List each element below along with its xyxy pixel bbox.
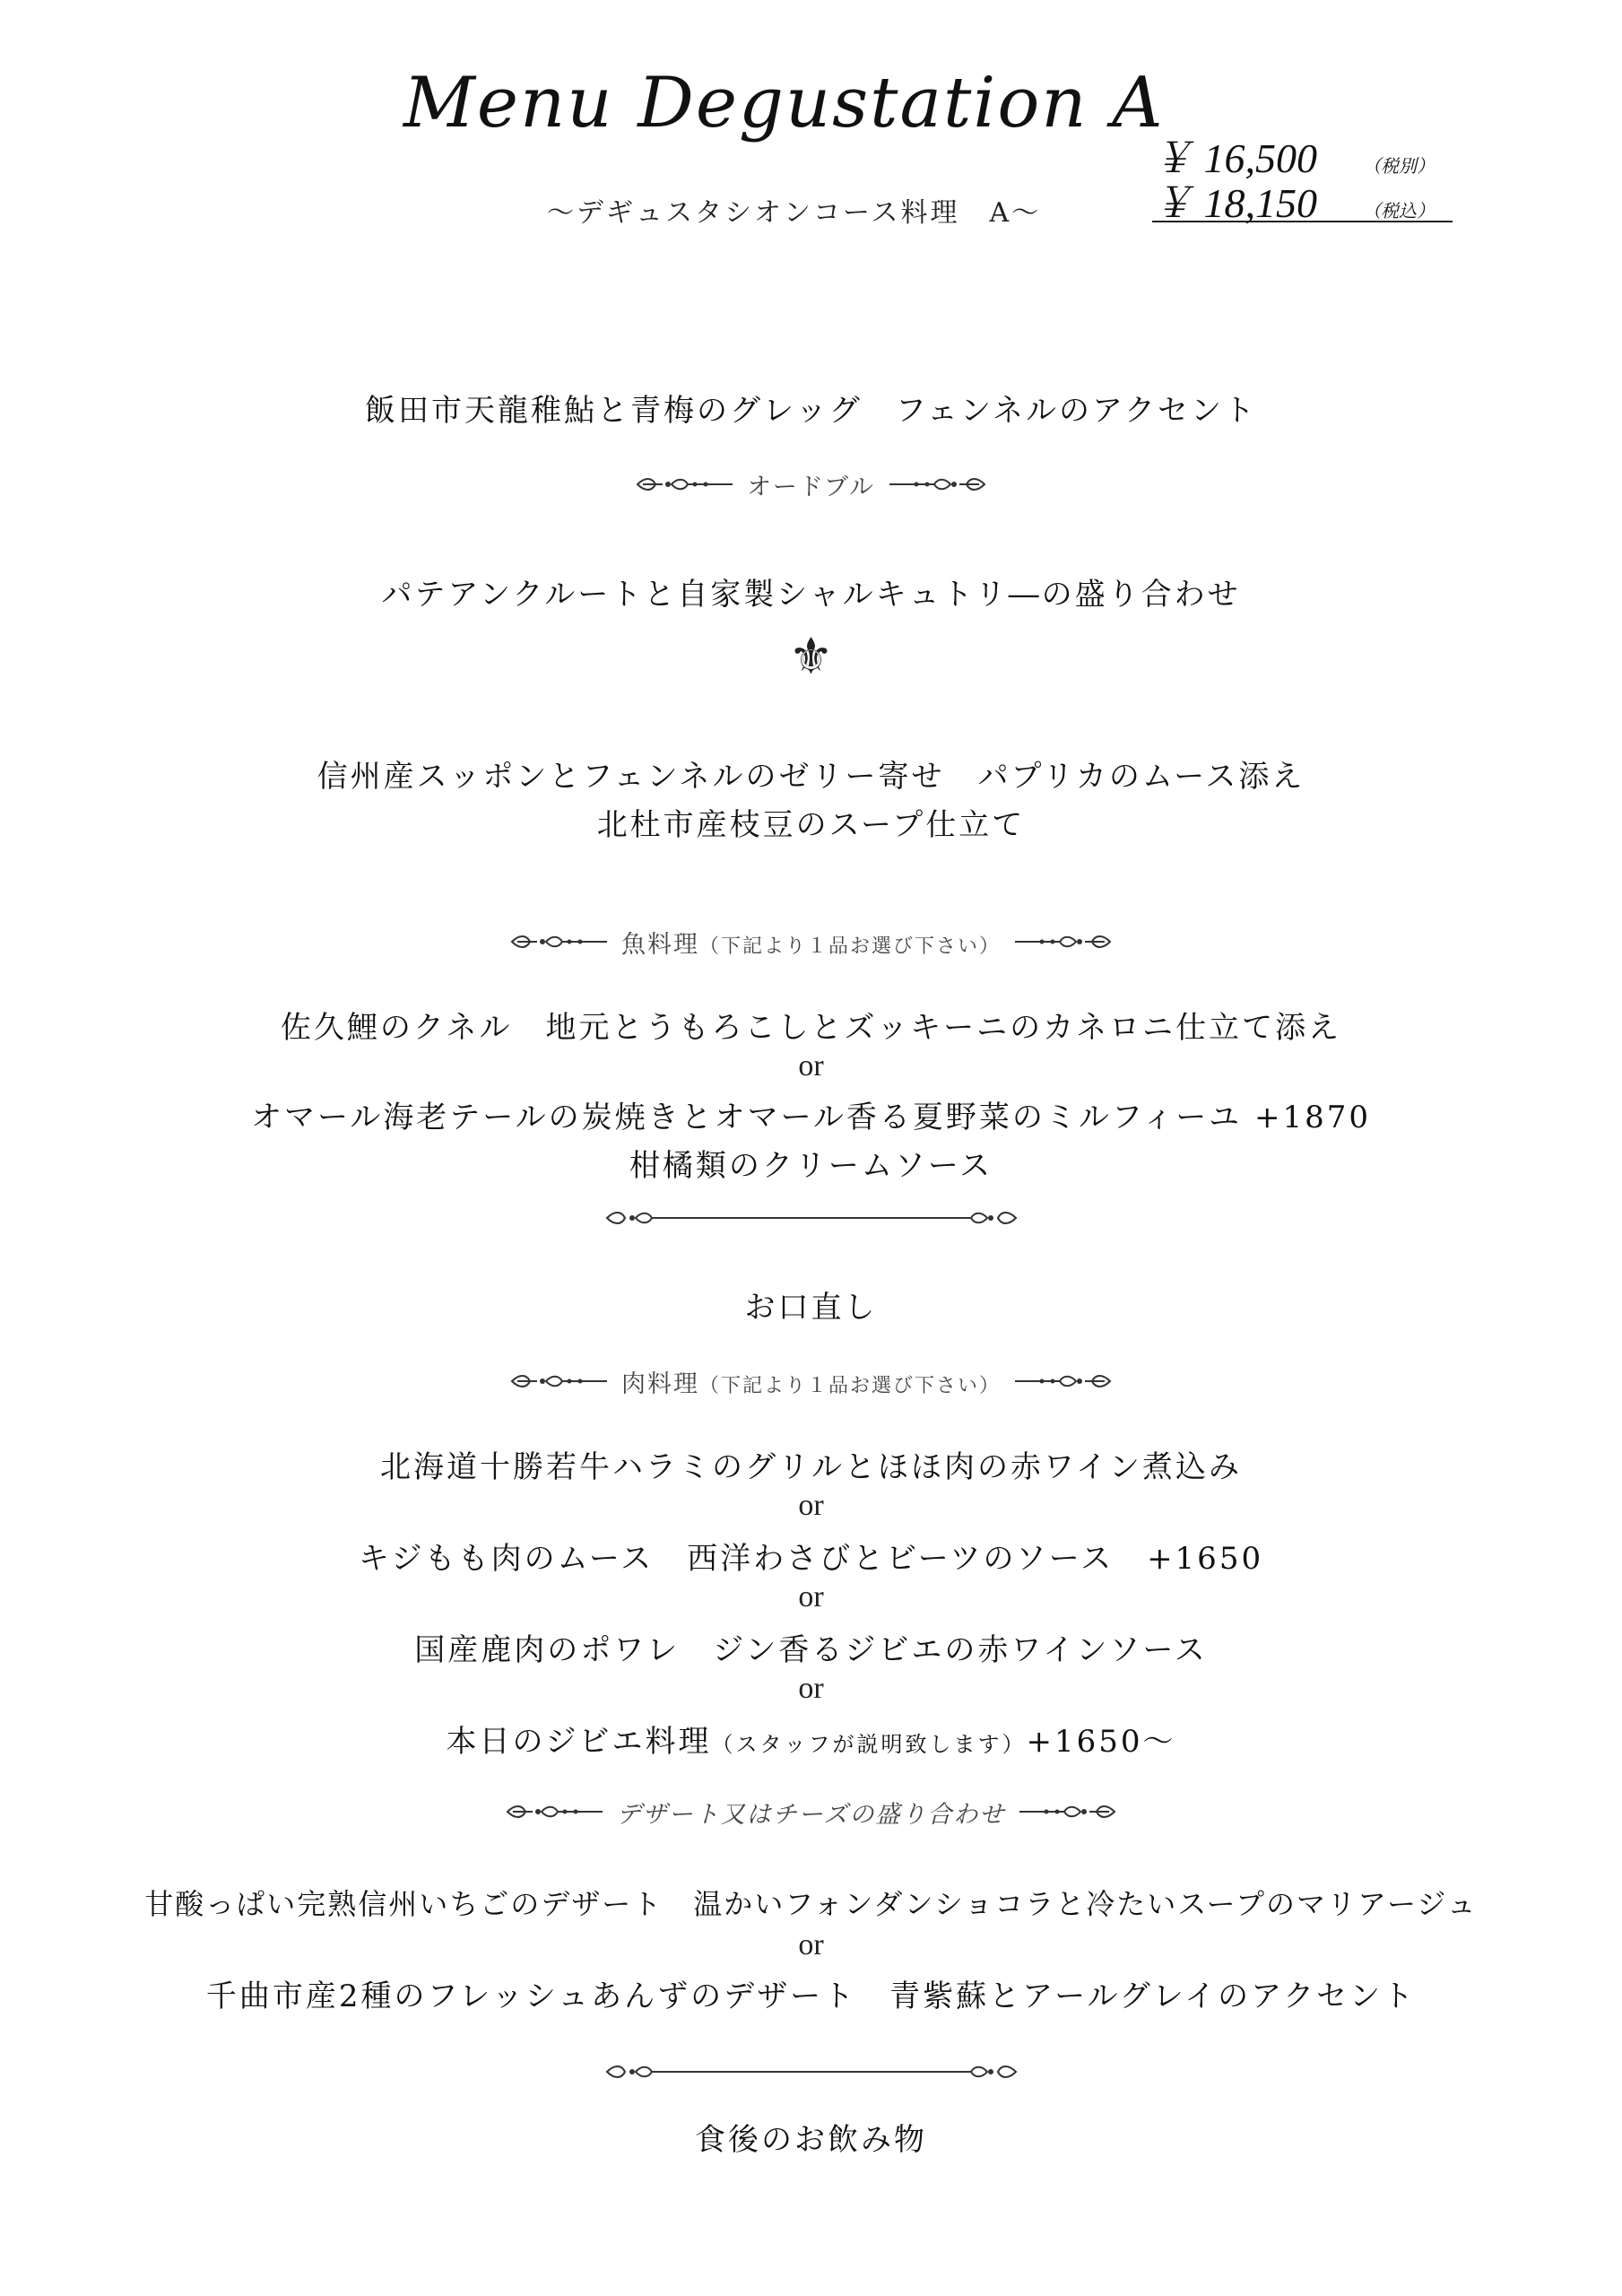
divider-ornament	[0, 1200, 1622, 1236]
meat-option-3: 国産鹿肉のポワレ ジン香るジビエの赤ワインソース	[414, 1632, 1208, 1668]
section-hors-doeuvre	[0, 466, 1622, 502]
section-title: 肉料理	[620, 1370, 699, 1398]
meat-option-1: 北海道十勝若牛ハラミのグリルとほほ肉の赤ワイン煮込み	[380, 1449, 1242, 1485]
section-note: （下記より１品お選び下さい）	[698, 935, 1001, 958]
or-separator: or	[798, 1489, 824, 1522]
fish-option-2: オマール海老テールの炭焼きとオマール香る夏野菜のミルフィーユ +1870	[250, 1100, 1372, 1135]
meat-option-4-price: +1650～	[1026, 1724, 1176, 1760]
or-separator: or	[798, 1049, 824, 1083]
price-tax-label: （税込）	[1363, 200, 1435, 222]
divider-ornament-icon	[605, 1207, 1018, 1229]
ornament-right-icon	[1013, 931, 1112, 952]
or-separator: or	[798, 1580, 824, 1613]
price-tax-label: （税別）	[1363, 155, 1435, 177]
section-title: 魚料理	[620, 930, 699, 959]
dessert-option-2: 千曲市産2種のフレッシュあんずのデザート 青紫蘇とアールグレイのアクセント	[205, 1979, 1417, 2014]
section-label	[609, 1364, 1013, 1399]
ornament-right-icon	[888, 474, 986, 495]
divider-ornament-icon	[605, 2061, 1018, 2083]
hors-doeuvre-dish: パテアンクルートと自家製シャルキュトリ―の盛り合わせ	[381, 577, 1241, 613]
ornament-left-icon	[506, 1801, 604, 1822]
ornament-left-icon	[636, 474, 734, 495]
ornament-right-icon	[1018, 1801, 1116, 1822]
entree-dish-line2: 北杜市産枝豆のスープ仕立て	[596, 807, 1026, 843]
or-separator: or	[798, 1928, 824, 1961]
fish-option-2-sauce: 柑橘類のクリームソース	[629, 1148, 993, 1184]
section-meat	[0, 1363, 1622, 1399]
section-label: オードブル	[746, 473, 876, 501]
ornament-left-icon	[510, 931, 609, 952]
palate-cleanser: お口直し	[744, 1290, 878, 1326]
fish-option-1: 佐久鯉のクネル 地元とうもろこしとズッキーニのカネロニ仕立て添え	[280, 1010, 1342, 1046]
section-label: デザート又はチーズの盛り合わせ	[616, 1800, 1006, 1829]
divider-ornament	[0, 2054, 1622, 2090]
meat-option-4-name: 本日のジビエ料理	[446, 1724, 712, 1760]
dessert-option-1: 甘酸っぱい完熟信州いちごのデザート 温かいフォンダンショコラと冷たいスープのマリアージュ	[144, 1887, 1478, 1921]
meat-option-4-note: （スタッフが説明致します）	[711, 1732, 1027, 1757]
entree-dish-line1: 信州産スッポンとフェンネルのゼリー寄せ パプリカのムース添え	[317, 759, 1305, 795]
after-meal-drink: 食後のお飲み物	[695, 2122, 927, 2158]
price-row-excl-tax	[1152, 126, 1453, 181]
menu-title: Menu Degustation A	[403, 63, 1165, 144]
price-amount: ￥ 16,500	[1152, 135, 1317, 181]
ornament-right-icon	[1013, 1370, 1112, 1392]
menu-subtitle: ～デギュスタシオンコース料理 A～	[547, 197, 1042, 229]
fleur-de-lis-icon: ⚜	[788, 628, 834, 686]
section-label	[609, 925, 1013, 960]
amuse-dish: 飯田市天龍稚鮎と青梅のグレッグ フェンネルのアクセント	[365, 393, 1257, 429]
meat-option-2: キジもも肉のムース 西洋わさびとビーツのソース +1650	[358, 1541, 1264, 1577]
section-note: （下記より１品お選び下さい）	[698, 1374, 1001, 1397]
meat-option-4	[0, 1717, 1622, 1761]
section-fish	[0, 924, 1622, 960]
or-separator: or	[798, 1672, 824, 1705]
ornament-left-icon	[510, 1370, 609, 1392]
section-dessert	[0, 1794, 1622, 1830]
price-block	[1152, 126, 1453, 226]
price-amount: ￥ 18,150	[1152, 180, 1317, 226]
